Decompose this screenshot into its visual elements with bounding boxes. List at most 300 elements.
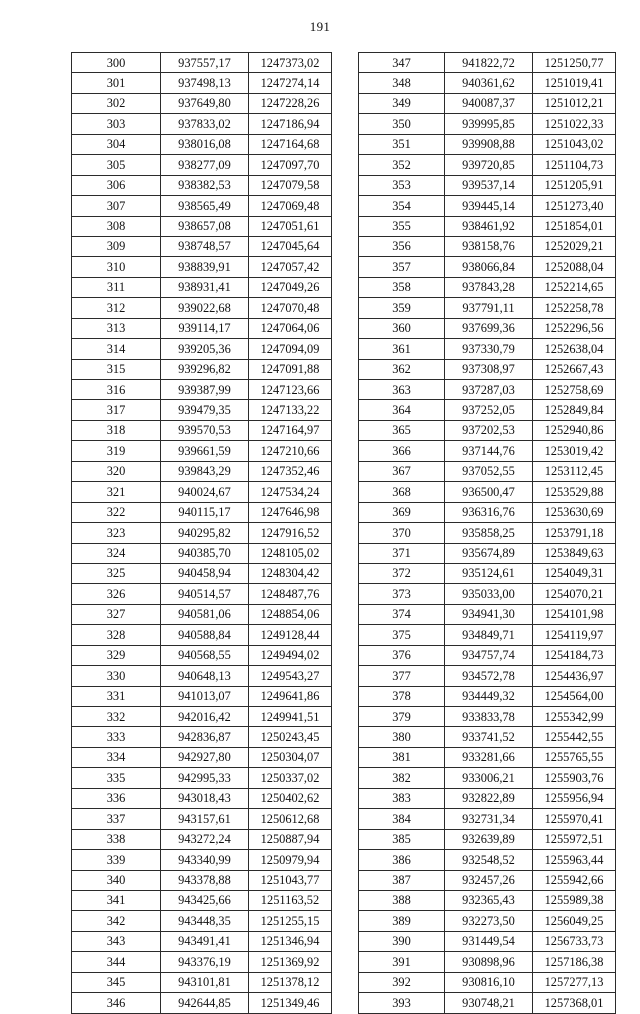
y-coordinate-cell: 1252296,56 <box>533 318 616 338</box>
point-number-cell: 335 <box>72 768 161 788</box>
x-coordinate-cell: 939720,85 <box>445 155 533 175</box>
y-coordinate-cell: 1254101,98 <box>533 604 616 624</box>
x-coordinate-cell: 943491,41 <box>161 931 249 951</box>
x-coordinate-cell: 930898,96 <box>445 952 533 972</box>
x-coordinate-cell: 938931,41 <box>161 277 249 297</box>
x-coordinate-cell: 939022,68 <box>161 298 249 318</box>
table-row <box>359 400 616 420</box>
point-number-cell: 321 <box>72 482 161 502</box>
x-coordinate-cell: 939843,29 <box>161 461 249 481</box>
y-coordinate-cell: 1247064,06 <box>249 318 332 338</box>
x-coordinate-cell: 939570,53 <box>161 420 249 440</box>
point-number-cell: 387 <box>359 870 445 890</box>
x-coordinate-cell: 937557,17 <box>161 53 249 73</box>
x-coordinate-cell: 937052,55 <box>445 461 533 481</box>
point-number-cell: 366 <box>359 441 445 461</box>
y-coordinate-cell: 1247133,22 <box>249 400 332 420</box>
point-number-cell: 306 <box>72 175 161 195</box>
x-coordinate-cell: 940087,37 <box>445 93 533 113</box>
table-row <box>359 686 616 706</box>
y-coordinate-cell: 1255442,55 <box>533 727 616 747</box>
x-coordinate-cell: 943425,66 <box>161 890 249 910</box>
table-row <box>72 73 332 93</box>
x-coordinate-cell: 941013,07 <box>161 686 249 706</box>
table-row <box>72 850 332 870</box>
x-coordinate-cell: 942927,80 <box>161 747 249 767</box>
y-coordinate-cell: 1251349,46 <box>249 993 332 1013</box>
point-number-cell: 378 <box>359 686 445 706</box>
y-coordinate-cell: 1247916,52 <box>249 523 332 543</box>
table-row <box>359 747 616 767</box>
table-row <box>359 768 616 788</box>
table-row <box>72 911 332 931</box>
y-coordinate-cell: 1251854,01 <box>533 216 616 236</box>
point-number-cell: 319 <box>72 441 161 461</box>
table-row <box>359 788 616 808</box>
y-coordinate-cell: 1248854,06 <box>249 604 332 624</box>
point-number-cell: 359 <box>359 298 445 318</box>
y-coordinate-cell: 1253630,69 <box>533 502 616 522</box>
y-coordinate-cell: 1250612,68 <box>249 809 332 829</box>
y-coordinate-cell: 1247228,26 <box>249 93 332 113</box>
point-number-cell: 313 <box>72 318 161 338</box>
table-row <box>359 359 616 379</box>
x-coordinate-cell: 937252,05 <box>445 400 533 420</box>
y-coordinate-cell: 1247164,97 <box>249 420 332 440</box>
table-row <box>359 604 616 624</box>
y-coordinate-cell: 1254070,21 <box>533 584 616 604</box>
table-row <box>72 257 332 277</box>
y-coordinate-cell: 1247123,66 <box>249 380 332 400</box>
table-row <box>359 584 616 604</box>
y-coordinate-cell: 1247097,70 <box>249 155 332 175</box>
point-number-cell: 372 <box>359 563 445 583</box>
point-number-cell: 348 <box>359 73 445 93</box>
y-coordinate-cell: 1251273,40 <box>533 196 616 216</box>
table-row <box>72 482 332 502</box>
y-coordinate-cell: 1250304,07 <box>249 747 332 767</box>
y-coordinate-cell: 1248105,02 <box>249 543 332 563</box>
point-number-cell: 368 <box>359 482 445 502</box>
y-coordinate-cell: 1250887,94 <box>249 829 332 849</box>
table-row <box>72 298 332 318</box>
x-coordinate-cell: 943448,35 <box>161 911 249 931</box>
table-row <box>72 666 332 686</box>
y-coordinate-cell: 1251378,12 <box>249 972 332 992</box>
point-number-cell: 325 <box>72 563 161 583</box>
point-number-cell: 373 <box>359 584 445 604</box>
table-row <box>72 645 332 665</box>
table-row <box>72 523 332 543</box>
table-row <box>72 175 332 195</box>
table-row <box>359 645 616 665</box>
y-coordinate-cell: 1255956,94 <box>533 788 616 808</box>
x-coordinate-cell: 943272,24 <box>161 829 249 849</box>
x-coordinate-cell: 937649,80 <box>161 93 249 113</box>
table-row <box>72 870 332 890</box>
x-coordinate-cell: 942995,33 <box>161 768 249 788</box>
x-coordinate-cell: 943378,88 <box>161 870 249 890</box>
x-coordinate-cell: 939537,14 <box>445 175 533 195</box>
y-coordinate-cell: 1247094,09 <box>249 339 332 359</box>
x-coordinate-cell: 943340,99 <box>161 850 249 870</box>
table-row <box>359 870 616 890</box>
point-number-cell: 317 <box>72 400 161 420</box>
x-coordinate-cell: 940514,57 <box>161 584 249 604</box>
y-coordinate-cell: 1255342,99 <box>533 707 616 727</box>
point-number-cell: 354 <box>359 196 445 216</box>
table-row <box>359 625 616 645</box>
point-number-cell: 349 <box>359 93 445 113</box>
point-number-cell: 330 <box>72 666 161 686</box>
y-coordinate-cell: 1247045,64 <box>249 236 332 256</box>
y-coordinate-cell: 1257186,38 <box>533 952 616 972</box>
y-coordinate-cell: 1247274,14 <box>249 73 332 93</box>
x-coordinate-cell: 938565,49 <box>161 196 249 216</box>
point-number-cell: 357 <box>359 257 445 277</box>
point-number-cell: 375 <box>359 625 445 645</box>
table-row <box>359 931 616 951</box>
table-row <box>72 727 332 747</box>
x-coordinate-cell: 938839,91 <box>161 257 249 277</box>
x-coordinate-cell: 938277,09 <box>161 155 249 175</box>
point-number-cell: 312 <box>72 298 161 318</box>
x-coordinate-cell: 932457,26 <box>445 870 533 890</box>
table-row <box>359 196 616 216</box>
x-coordinate-cell: 937287,03 <box>445 380 533 400</box>
y-coordinate-cell: 1252940,86 <box>533 420 616 440</box>
table-row <box>72 441 332 461</box>
point-number-cell: 315 <box>72 359 161 379</box>
point-number-cell: 346 <box>72 993 161 1013</box>
point-number-cell: 374 <box>359 604 445 624</box>
point-number-cell: 336 <box>72 788 161 808</box>
table-row <box>72 359 332 379</box>
x-coordinate-cell: 935674,89 <box>445 543 533 563</box>
point-number-cell: 300 <box>72 53 161 73</box>
table-row <box>359 482 616 502</box>
point-number-cell: 380 <box>359 727 445 747</box>
table-row <box>72 339 332 359</box>
x-coordinate-cell: 942644,85 <box>161 993 249 1013</box>
x-coordinate-cell: 934757,74 <box>445 645 533 665</box>
x-coordinate-cell: 940385,70 <box>161 543 249 563</box>
point-number-cell: 314 <box>72 339 161 359</box>
table-row <box>359 420 616 440</box>
x-coordinate-cell: 932639,89 <box>445 829 533 849</box>
x-coordinate-cell: 937308,97 <box>445 359 533 379</box>
table-row <box>359 93 616 113</box>
point-number-cell: 324 <box>72 543 161 563</box>
point-number-cell: 360 <box>359 318 445 338</box>
table-row <box>359 175 616 195</box>
point-number-cell: 388 <box>359 890 445 910</box>
point-number-cell: 343 <box>72 931 161 951</box>
table-row <box>72 993 332 1013</box>
y-coordinate-cell: 1249543,27 <box>249 666 332 686</box>
point-number-cell: 341 <box>72 890 161 910</box>
y-coordinate-cell: 1251163,52 <box>249 890 332 910</box>
x-coordinate-cell: 938016,08 <box>161 134 249 154</box>
y-coordinate-cell: 1251255,15 <box>249 911 332 931</box>
y-coordinate-cell: 1247534,24 <box>249 482 332 502</box>
point-number-cell: 301 <box>72 73 161 93</box>
y-coordinate-cell: 1252638,04 <box>533 339 616 359</box>
table-row <box>359 155 616 175</box>
point-number-cell: 383 <box>359 788 445 808</box>
x-coordinate-cell: 937498,13 <box>161 73 249 93</box>
table-row <box>72 380 332 400</box>
y-coordinate-cell: 1247069,48 <box>249 196 332 216</box>
table-row <box>72 584 332 604</box>
y-coordinate-cell: 1247049,26 <box>249 277 332 297</box>
y-coordinate-cell: 1250402,62 <box>249 788 332 808</box>
y-coordinate-cell: 1251205,91 <box>533 175 616 195</box>
table-row <box>72 809 332 829</box>
table-row <box>359 952 616 972</box>
x-coordinate-cell: 936316,76 <box>445 502 533 522</box>
y-coordinate-cell: 1248487,76 <box>249 584 332 604</box>
y-coordinate-cell: 1250979,94 <box>249 850 332 870</box>
x-coordinate-cell: 934941,30 <box>445 604 533 624</box>
point-number-cell: 353 <box>359 175 445 195</box>
table-row <box>72 461 332 481</box>
y-coordinate-cell: 1247057,42 <box>249 257 332 277</box>
table-row <box>359 972 616 992</box>
point-number-cell: 331 <box>72 686 161 706</box>
point-number-cell: 371 <box>359 543 445 563</box>
point-number-cell: 384 <box>359 809 445 829</box>
table-row <box>359 502 616 522</box>
point-number-cell: 326 <box>72 584 161 604</box>
y-coordinate-cell: 1251019,41 <box>533 73 616 93</box>
y-coordinate-cell: 1254049,31 <box>533 563 616 583</box>
point-number-cell: 329 <box>72 645 161 665</box>
point-number-cell: 370 <box>359 523 445 543</box>
table-row <box>72 277 332 297</box>
y-coordinate-cell: 1247164,68 <box>249 134 332 154</box>
y-coordinate-cell: 1252667,43 <box>533 359 616 379</box>
y-coordinate-cell: 1252029,21 <box>533 236 616 256</box>
y-coordinate-cell: 1252258,78 <box>533 298 616 318</box>
y-coordinate-cell: 1251043,77 <box>249 870 332 890</box>
y-coordinate-cell: 1250243,45 <box>249 727 332 747</box>
point-number-cell: 351 <box>359 134 445 154</box>
y-coordinate-cell: 1247070,48 <box>249 298 332 318</box>
x-coordinate-cell: 935124,61 <box>445 563 533 583</box>
y-coordinate-cell: 1250337,02 <box>249 768 332 788</box>
point-number-cell: 332 <box>72 707 161 727</box>
point-number-cell: 340 <box>72 870 161 890</box>
table-row <box>72 931 332 951</box>
table-row <box>359 461 616 481</box>
x-coordinate-cell: 943157,61 <box>161 809 249 829</box>
point-number-cell: 358 <box>359 277 445 297</box>
y-coordinate-cell: 1252214,65 <box>533 277 616 297</box>
x-coordinate-cell: 935033,00 <box>445 584 533 604</box>
x-coordinate-cell: 938066,84 <box>445 257 533 277</box>
y-coordinate-cell: 1247079,58 <box>249 175 332 195</box>
point-number-cell: 333 <box>72 727 161 747</box>
point-number-cell: 307 <box>72 196 161 216</box>
table-row <box>359 809 616 829</box>
point-number-cell: 303 <box>72 114 161 134</box>
y-coordinate-cell: 1249641,86 <box>249 686 332 706</box>
y-coordinate-cell: 1253849,63 <box>533 543 616 563</box>
point-number-cell: 365 <box>359 420 445 440</box>
x-coordinate-cell: 940648,13 <box>161 666 249 686</box>
y-coordinate-cell: 1254119,97 <box>533 625 616 645</box>
x-coordinate-cell: 941822,72 <box>445 53 533 73</box>
point-number-cell: 393 <box>359 993 445 1013</box>
y-coordinate-cell: 1252849,84 <box>533 400 616 420</box>
y-coordinate-cell: 1255942,66 <box>533 870 616 890</box>
table-row <box>72 196 332 216</box>
table-row <box>72 686 332 706</box>
table-row <box>72 768 332 788</box>
x-coordinate-cell: 940024,67 <box>161 482 249 502</box>
x-coordinate-cell: 939908,88 <box>445 134 533 154</box>
table-row <box>72 604 332 624</box>
table-row <box>359 216 616 236</box>
x-coordinate-cell: 942836,87 <box>161 727 249 747</box>
table-row <box>359 829 616 849</box>
table-row <box>72 155 332 175</box>
y-coordinate-cell: 1255765,55 <box>533 747 616 767</box>
x-coordinate-cell: 934449,32 <box>445 686 533 706</box>
x-coordinate-cell: 937843,28 <box>445 277 533 297</box>
y-coordinate-cell: 1247352,46 <box>249 461 332 481</box>
coordinates-table-left <box>71 52 332 1014</box>
point-number-cell: 339 <box>72 850 161 870</box>
point-number-cell: 323 <box>72 523 161 543</box>
y-coordinate-cell: 1257368,01 <box>533 993 616 1013</box>
y-coordinate-cell: 1249128,44 <box>249 625 332 645</box>
point-number-cell: 350 <box>359 114 445 134</box>
point-number-cell: 361 <box>359 339 445 359</box>
point-number-cell: 389 <box>359 911 445 931</box>
point-number-cell: 309 <box>72 236 161 256</box>
point-number-cell: 334 <box>72 747 161 767</box>
x-coordinate-cell: 933281,66 <box>445 747 533 767</box>
table-row <box>359 257 616 277</box>
table-row <box>72 788 332 808</box>
x-coordinate-cell: 940361,62 <box>445 73 533 93</box>
table-row <box>72 236 332 256</box>
table-row <box>72 93 332 113</box>
table-row <box>72 829 332 849</box>
point-number-cell: 362 <box>359 359 445 379</box>
x-coordinate-cell: 943018,43 <box>161 788 249 808</box>
point-number-cell: 302 <box>72 93 161 113</box>
x-coordinate-cell: 938657,08 <box>161 216 249 236</box>
table-row <box>359 850 616 870</box>
y-coordinate-cell: 1256733,73 <box>533 931 616 951</box>
y-coordinate-cell: 1255963,44 <box>533 850 616 870</box>
y-coordinate-cell: 1255903,76 <box>533 768 616 788</box>
x-coordinate-cell: 939995,85 <box>445 114 533 134</box>
point-number-cell: 391 <box>359 952 445 972</box>
point-number-cell: 311 <box>72 277 161 297</box>
y-coordinate-cell: 1252088,04 <box>533 257 616 277</box>
table-row <box>359 707 616 727</box>
point-number-cell: 318 <box>72 420 161 440</box>
table-row <box>359 277 616 297</box>
x-coordinate-cell: 933006,21 <box>445 768 533 788</box>
x-coordinate-cell: 943101,81 <box>161 972 249 992</box>
point-number-cell: 316 <box>72 380 161 400</box>
x-coordinate-cell: 932273,50 <box>445 911 533 931</box>
y-coordinate-cell: 1254564,00 <box>533 686 616 706</box>
y-coordinate-cell: 1253791,18 <box>533 523 616 543</box>
point-number-cell: 376 <box>359 645 445 665</box>
point-number-cell: 337 <box>72 809 161 829</box>
x-coordinate-cell: 937144,76 <box>445 441 533 461</box>
x-coordinate-cell: 940568,55 <box>161 645 249 665</box>
y-coordinate-cell: 1247646,98 <box>249 502 332 522</box>
x-coordinate-cell: 939205,36 <box>161 339 249 359</box>
y-coordinate-cell: 1247186,94 <box>249 114 332 134</box>
table-row <box>359 523 616 543</box>
table-row <box>72 400 332 420</box>
x-coordinate-cell: 936500,47 <box>445 482 533 502</box>
page-number: 191 <box>309 19 331 34</box>
x-coordinate-cell: 932548,52 <box>445 850 533 870</box>
point-number-cell: 392 <box>359 972 445 992</box>
table-row <box>359 339 616 359</box>
table-row <box>359 543 616 563</box>
table-row <box>72 972 332 992</box>
y-coordinate-cell: 1247210,66 <box>249 441 332 461</box>
x-coordinate-cell: 939445,14 <box>445 196 533 216</box>
table-row <box>359 380 616 400</box>
point-number-cell: 369 <box>359 502 445 522</box>
y-coordinate-cell: 1247051,61 <box>249 216 332 236</box>
y-coordinate-cell: 1252758,69 <box>533 380 616 400</box>
y-coordinate-cell: 1251012,21 <box>533 93 616 113</box>
x-coordinate-cell: 940458,94 <box>161 563 249 583</box>
y-coordinate-cell: 1254184,73 <box>533 645 616 665</box>
table-row <box>359 53 616 73</box>
point-number-cell: 352 <box>359 155 445 175</box>
table-row <box>359 911 616 931</box>
table-row <box>359 666 616 686</box>
x-coordinate-cell: 939661,59 <box>161 441 249 461</box>
table-row <box>72 625 332 645</box>
point-number-cell: 382 <box>359 768 445 788</box>
table-row <box>72 318 332 338</box>
x-coordinate-cell: 938382,53 <box>161 175 249 195</box>
y-coordinate-cell: 1253112,45 <box>533 461 616 481</box>
y-coordinate-cell: 1251346,94 <box>249 931 332 951</box>
y-coordinate-cell: 1249494,02 <box>249 645 332 665</box>
point-number-cell: 328 <box>72 625 161 645</box>
y-coordinate-cell: 1254436,97 <box>533 666 616 686</box>
x-coordinate-cell: 940588,84 <box>161 625 249 645</box>
point-number-cell: 364 <box>359 400 445 420</box>
x-coordinate-cell: 940581,06 <box>161 604 249 624</box>
y-coordinate-cell: 1255989,38 <box>533 890 616 910</box>
y-coordinate-cell: 1255972,51 <box>533 829 616 849</box>
y-coordinate-cell: 1251022,33 <box>533 114 616 134</box>
x-coordinate-cell: 930816,10 <box>445 972 533 992</box>
point-number-cell: 390 <box>359 931 445 951</box>
table-row <box>72 890 332 910</box>
point-number-cell: 338 <box>72 829 161 849</box>
table-row <box>72 502 332 522</box>
table-row <box>359 73 616 93</box>
table-row <box>359 441 616 461</box>
